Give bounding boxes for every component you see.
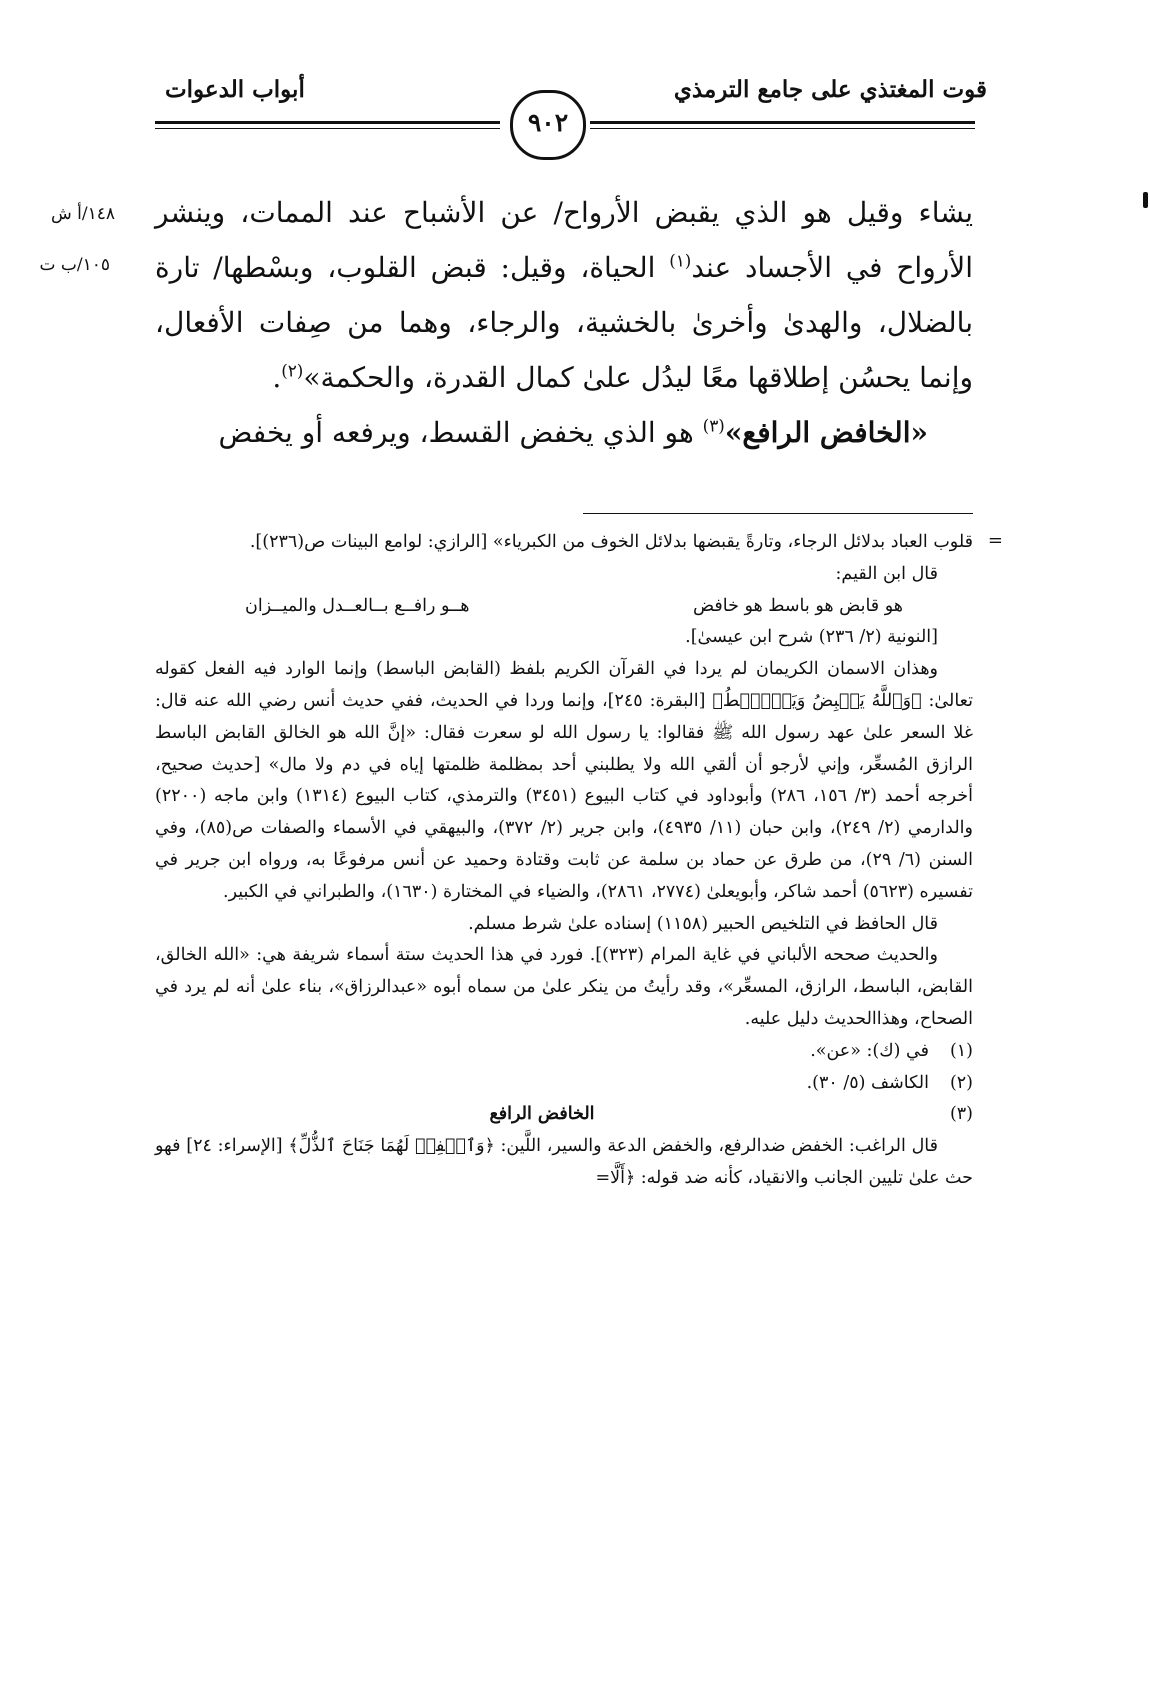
page-number: ٩٠٢ <box>510 90 586 160</box>
footnote-citation-nuniyya: [النونية (٢/ ٢٣٦) شرح ابن عيسىٰ]. <box>685 627 938 648</box>
footnote-3-title: الخافض الرافع <box>489 1104 595 1125</box>
footnote-3 <box>155 1099 973 1131</box>
continuation-mark: = <box>987 530 1003 551</box>
footnote-1 <box>155 1036 973 1068</box>
footnote-separator <box>583 513 973 514</box>
verse-hemistich-2: هــو رافــع بــالعــدل والميــزان <box>245 595 470 616</box>
main-text-part-c: هو الذي يخفض القسط، ويرفعه أو يخفض <box>218 416 703 449</box>
main-text-part-b: الحياة، وقيل: قبض القلوب، وبسْطها/ تارة بالضلال، والهدىٰ وأخرىٰ بالخشية، والرجاء، وهما من صِفات الأفعال، وإنما يحسُن إطلاقها معًا ليدُل علىٰ كمال القدرة، والحكمة» <box>155 251 973 394</box>
main-paragraph-2 <box>155 405 973 460</box>
footnote-ref-2: (٢) <box>281 360 304 381</box>
footnote-2-text: الكاشف (٥/ ٣٠). <box>806 1072 929 1093</box>
footnote-paragraph-hadith: وهذان الاسمان الكريمان لم يردا في القرآن الكريم بلفظ (القابض الباسط) وإنما الوارد فيه الفعل كقوله تعالىٰ: ﴿وَٱللَّهُ يَقۡبِضُ وَيَبۡصُۜطُ﴾ [البقرة: ٢٤٥]، وإنما وردا في الحديث، ففي حديث أنس رضي الله عنه قال: غلا السعر علىٰ عهد رسول الله ﷺ فقالوا: يا رسول الله لو سعرت فقال: «إنَّ الله هو الخالق القابض الباسط الرازق المُسعِّر، وإني لأرجو أن ألقي الله ولا يطلبني أحد بمظلمة ظلمتها إياه في دم ولا مال» [حديث صحيح، أخرجه أحمد (٣/ ١٥٦، ٢٨٦) وأبوداود في كتاب البيوع (٣٤٥١) والترمذي، كتاب البيوع (١٣١٤) وابن ماجه (٢٢٠٠) والدارمي (٢/ ٢٤٩)، وابن حبان (١١/ ٤٩٣٥)، وابن جرير (٢/ ٣٧٢)، والبيهقي في الأسماء والصفات ص(٨٥)، وفي السنن (٦/ ٢٩)، من طرق عن حماد بن سلمة عن ثابت وقتادة وحميد عن أنس مرفوعًا به، ورواه ابن جرير في تفسيره (٥٦٢٣) أحمد شاكر، وأبويعلىٰ (٢٧٧٤، ٢٨٦١)، والضياء في المختارة (١٦٣٠)، والطبراني في الكبير. <box>155 659 973 902</box>
footnote-1-text: في (ك): «عن». <box>810 1040 929 1061</box>
main-text <box>155 185 973 460</box>
poetry-verse <box>155 591 973 623</box>
main-text-part-a: يشاء وقيل هو الذي يقبض الأرواح/ عن الأشباح عند الممات، وينشر الأرواح في الأجساد عند <box>155 196 973 284</box>
main-paragraph-1 <box>155 185 973 405</box>
running-header-chapter-title: أبواب الدعوات <box>165 76 305 103</box>
footnote-1-number: (١) <box>949 1040 973 1061</box>
footnote-paragraph-hafiz: قال الحافظ في التلخيص الحبير (١١٥٨) إسناده علىٰ شرط مسلم. <box>468 913 938 934</box>
scan-edge-mark <box>1143 192 1148 208</box>
main-text-part-end: . <box>272 361 282 394</box>
footnote-ref-1: (١) <box>669 250 692 271</box>
margin-note-manuscript-2: ١٠٥/ب ت <box>39 255 110 275</box>
footnote-paragraph-albani: والحديث صححه الألباني في غاية المرام (٣٢٣)]. فورد في هذا الحديث ستة أسماء شريفة هي: «الله الخالق، القابض، الباسط، الرازق، المسعِّر»، وقد رأيتُ من ينكر علىٰ من سماه أبوه «عبدالرزاق»، بناء علىٰ أنه لم يرد في الصحاح، وهذاالحديث دليل عليه. <box>155 945 973 1029</box>
header-rule-left-thin <box>155 128 500 129</box>
footnote-2-number: (٢) <box>949 1072 973 1093</box>
divine-name-heading: «الخافض الرافع» <box>724 416 928 449</box>
footnote-3-number: (٣) <box>949 1104 973 1125</box>
header-rule-left-thick <box>155 121 500 124</box>
running-header-book-title: قوت المغتذي على جامع الترمذي <box>673 76 987 103</box>
header-rule-right-thin <box>590 128 975 129</box>
margin-note-manuscript-1: ١٤٨/أ ش <box>50 204 115 224</box>
verse-hemistich-1: هو قابض هو باسط هو خافض <box>692 595 903 616</box>
footnote-2 <box>155 1068 973 1100</box>
footnote-ref-3: (٣) <box>702 415 725 436</box>
footnotes <box>155 527 973 1195</box>
footnote-3-text: قال الراغب: الخفض ضدالرفع، والخفض الدعة والسير، اللَّين: ﴿وَٱخۡفِضۡ لَهُمَا جَنَاحَ ٱلذُّلِّ﴾ [الإسراء: ٢٤] فهو حث علىٰ تليين الجانب والانقياد، كأنه ضد قوله: ﴿أَلَّا= <box>155 1136 973 1188</box>
footnote-continued: قلوب العباد بدلائل الرجاء، وتارةً يقبضها بدلائل الخوف من الكبرياء» [الرازي: لوامع البينات ص(٢٣٦)]. <box>249 532 973 552</box>
header-rule-right-thick <box>590 121 975 124</box>
footnote-line-ibn-qayyim: قال ابن القيم: <box>835 563 938 584</box>
